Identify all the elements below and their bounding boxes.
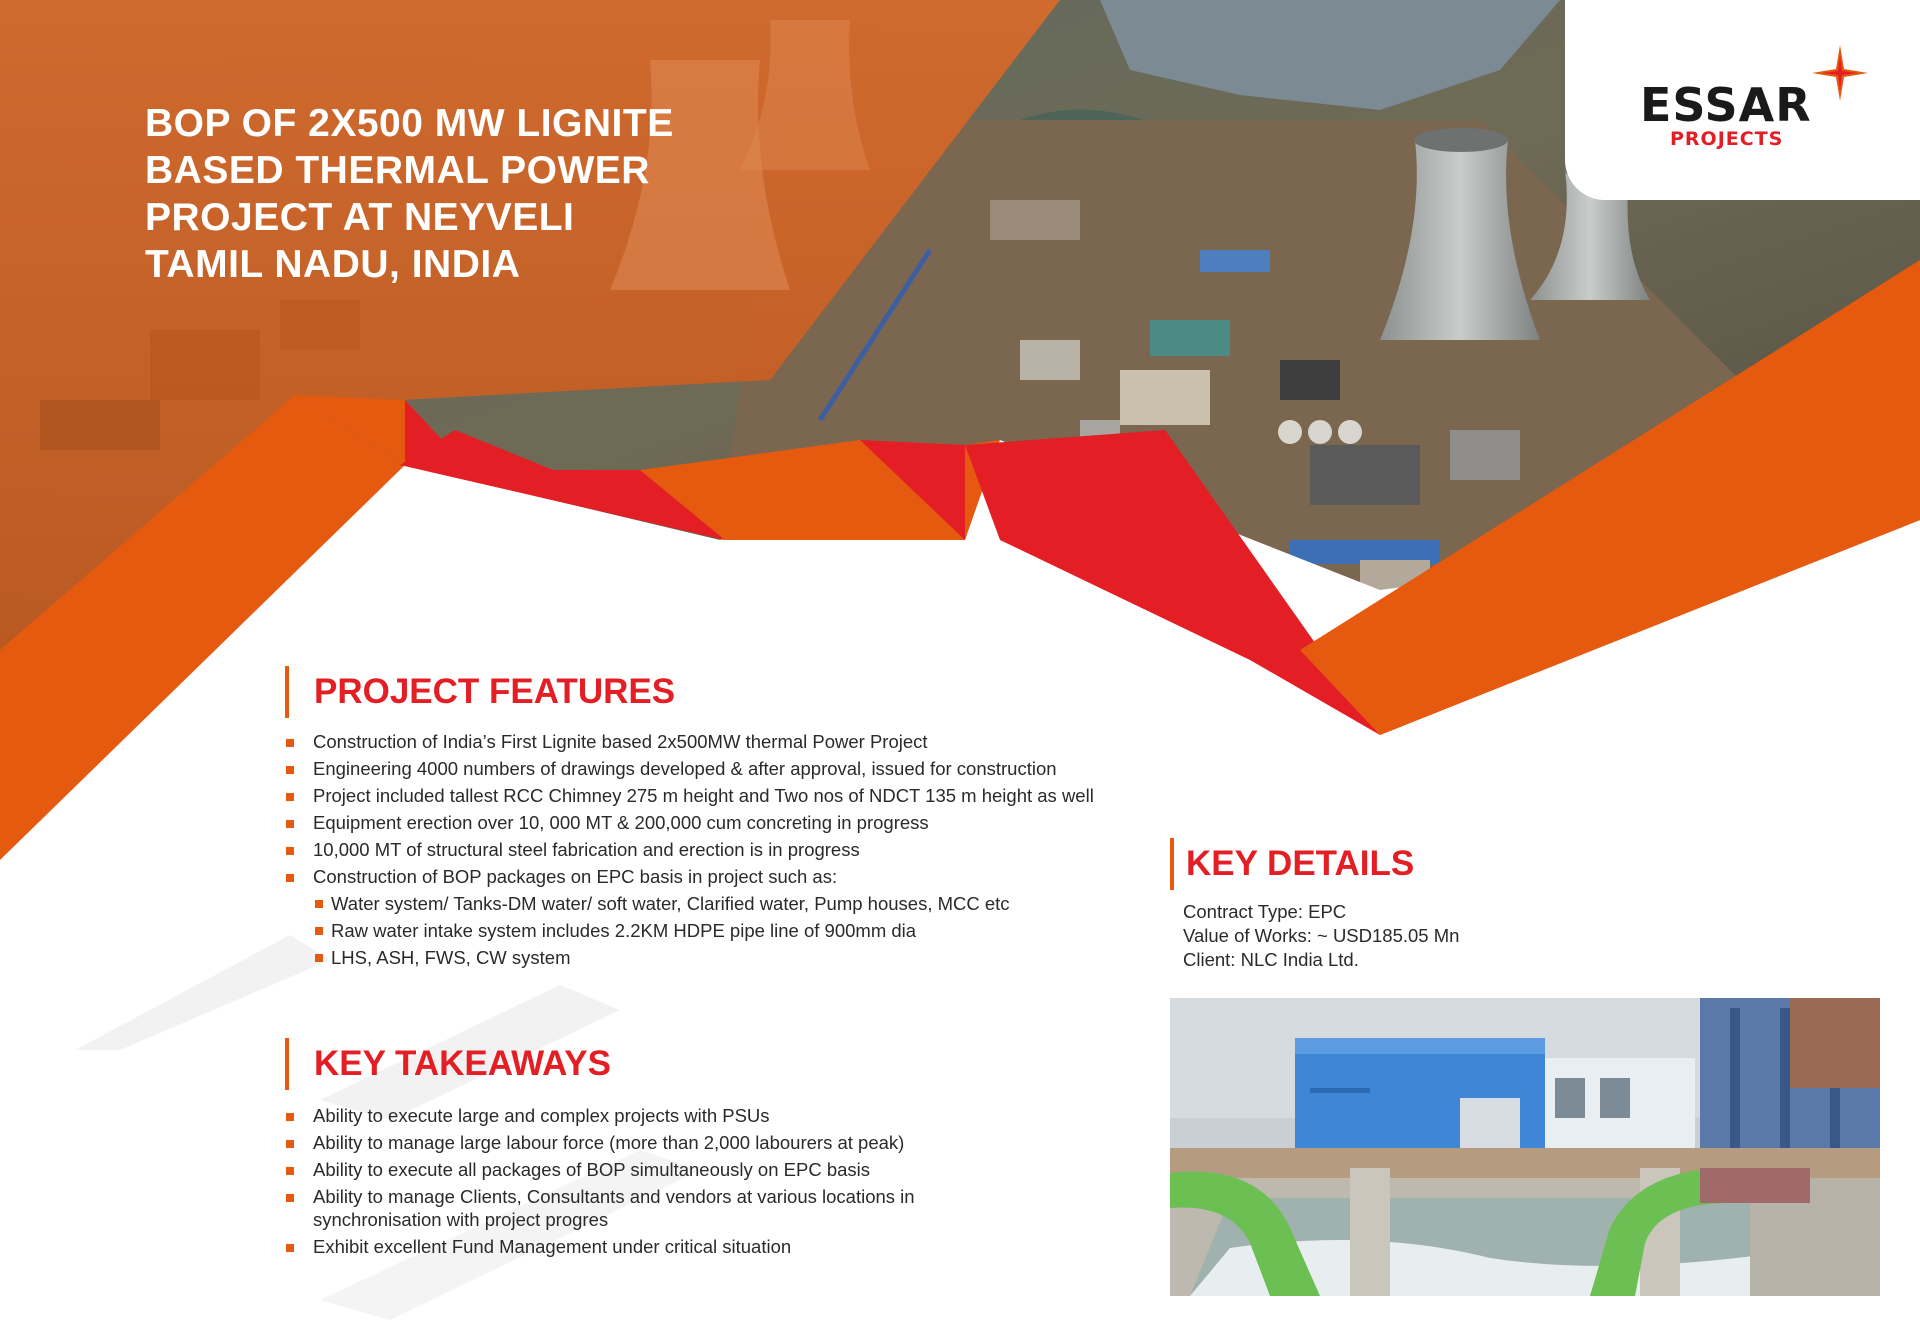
- title-line-2: BASED THERMAL POWER: [145, 149, 650, 192]
- value-of-works: Value of Works: ~ USD185.05 Mn: [1183, 925, 1460, 946]
- list-item: Equipment erection over 10, 000 MT & 200,000 cum concreting in progress: [313, 811, 1103, 834]
- title-line-1: BOP OF 2X500 MW LIGNITE: [145, 102, 674, 145]
- project-features-heading: PROJECT FEATURES: [285, 666, 675, 718]
- logo-subtitle: PROJECTS: [1670, 128, 1784, 150]
- list-item: Ability to execute large and complex projects with PSUs: [313, 1104, 1033, 1127]
- project-title: [145, 100, 765, 288]
- list-item: Ability to manage large labour force (more than 2,000 labourers at peak): [313, 1131, 1033, 1154]
- list-item: Engineering 4000 numbers of drawings developed & after approval, issued for construction: [313, 757, 1103, 780]
- list-item: Ability to execute all packages of BOP simultaneously on EPC basis: [313, 1158, 1033, 1181]
- list-item: Project included tallest RCC Chimney 275 m height and Two nos of NDCT 135 m height as well: [313, 784, 1103, 807]
- logo-wordmark: ESSAR: [1640, 78, 1812, 132]
- list-item: 10,000 MT of structural steel fabrication and erection is in progress: [313, 838, 1103, 861]
- key-details-block: [1183, 900, 1459, 972]
- pump-house-photo: [1170, 998, 1880, 1296]
- pump-house-illustration: [1170, 998, 1880, 1296]
- list-item: Construction of BOP packages on EPC basis in project such as:: [313, 865, 1103, 888]
- list-item: Construction of India’s First Lignite based 2x500MW thermal Power Project: [313, 730, 1103, 753]
- key-takeaways-heading: KEY TAKEAWAYS: [285, 1038, 611, 1090]
- key-takeaways-list: [313, 1104, 1033, 1262]
- title-line-3: PROJECT AT NEYVELI: [145, 196, 575, 239]
- list-item: LHS, ASH, FWS, CW system: [331, 946, 1103, 969]
- title-line-4: TAMIL NADU, INDIA: [145, 243, 521, 286]
- essar-plus-star-icon: [1812, 45, 1868, 101]
- project-features-list: [313, 730, 1103, 973]
- key-details-heading: KEY DETAILS: [1170, 838, 1414, 890]
- client-name: Client: NLC India Ltd.: [1183, 949, 1359, 970]
- list-item: Exhibit excellent Fund Management under critical situation: [313, 1235, 1033, 1258]
- list-item: Water system/ Tanks-DM water/ soft water, Clarified water, Pump houses, MCC etc: [331, 892, 1103, 915]
- list-item: Ability to manage Clients, Consultants and vendors at various locations in synchronisation with project progres: [313, 1185, 1033, 1231]
- list-item: Raw water intake system includes 2.2KM HDPE pipe line of 900mm dia: [331, 919, 1103, 942]
- contract-type: Contract Type: EPC: [1183, 901, 1347, 922]
